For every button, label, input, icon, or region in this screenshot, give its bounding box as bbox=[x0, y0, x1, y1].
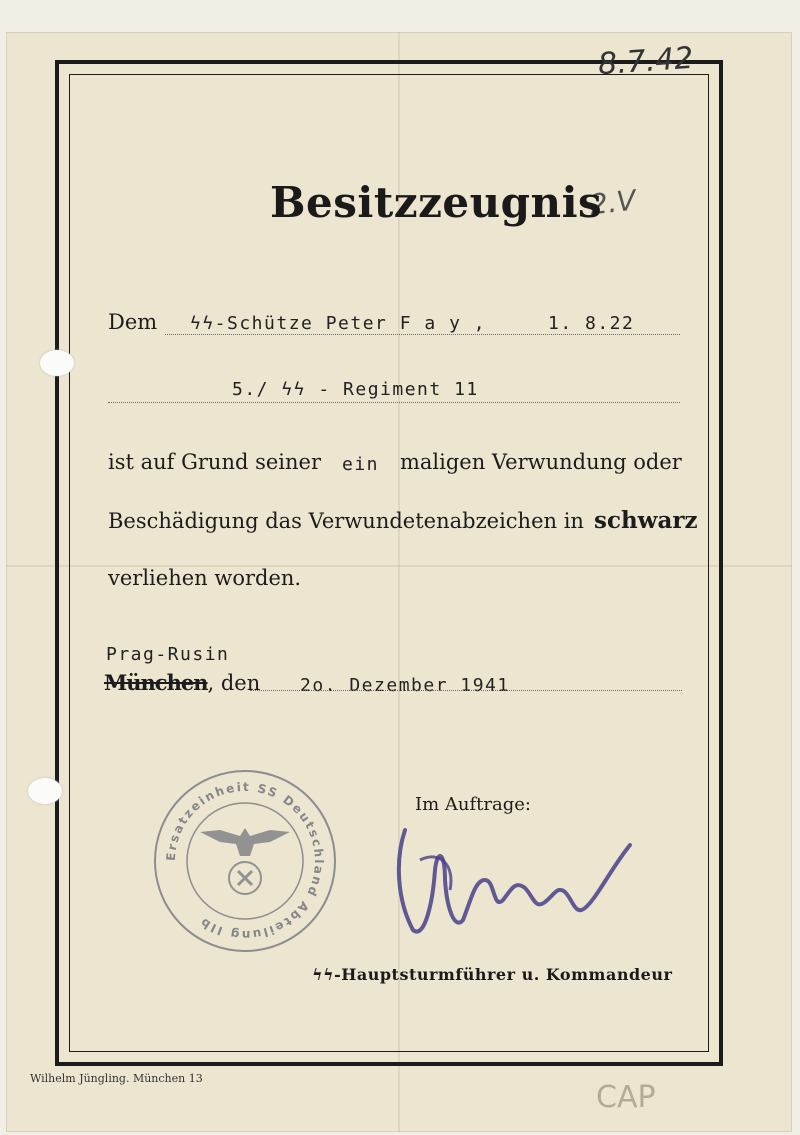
body-line3: verliehen worden. bbox=[108, 566, 302, 590]
signatory-rank: ϟϟ-Hauptsturmführer u. Kommandeur bbox=[312, 965, 673, 984]
recipient-birthdate: 1. 8.22 bbox=[548, 313, 635, 334]
handwritten-signature bbox=[385, 820, 635, 950]
badge-class: schwarz bbox=[594, 507, 698, 534]
punch-hole-lower bbox=[28, 778, 62, 804]
body-line1-pre: ist auf Grund seiner bbox=[108, 450, 321, 474]
recipient-prefix: Dem bbox=[108, 310, 158, 334]
recipient-dotted-line bbox=[165, 334, 680, 335]
date-dotted-line bbox=[250, 690, 682, 691]
document-title: Besitzzeugnis bbox=[270, 178, 603, 227]
svg-text:Ersatzeinheit SS Deutschland A bbox=[164, 780, 326, 942]
archive-note-mark: 2.V bbox=[588, 183, 638, 222]
unit-dotted-line bbox=[108, 402, 680, 403]
eagle-emblem-icon bbox=[200, 828, 290, 894]
issue-date: 2o. Dezember 1941 bbox=[300, 675, 510, 696]
printer-imprint: Wilhelm Jüngling. München 13 bbox=[30, 1072, 203, 1085]
recipient-name: ϟϟ-Schütze Peter F a y , bbox=[190, 313, 487, 334]
stamp-text: Ersatzeinheit SS Deutschland Abteilung IIb bbox=[163, 779, 327, 943]
back-side-note: CAP bbox=[596, 1080, 656, 1115]
official-stamp bbox=[150, 766, 340, 956]
body-line1-post: maligen Verwundung oder bbox=[400, 450, 682, 474]
place-printed-struck: München, den bbox=[104, 670, 261, 695]
body-line2-pre: Beschädigung das Verwundetenabzeichen in bbox=[108, 509, 584, 533]
wound-count: ein bbox=[342, 454, 380, 475]
unit-text: 5./ ϟϟ - Regiment 11 bbox=[232, 379, 479, 400]
on-behalf-label: Im Auftrage: bbox=[415, 794, 531, 815]
place-typed: Prag-Rusin bbox=[106, 644, 230, 665]
punch-hole-upper bbox=[40, 350, 74, 376]
archive-note-date: 8.7.42 bbox=[596, 40, 695, 83]
